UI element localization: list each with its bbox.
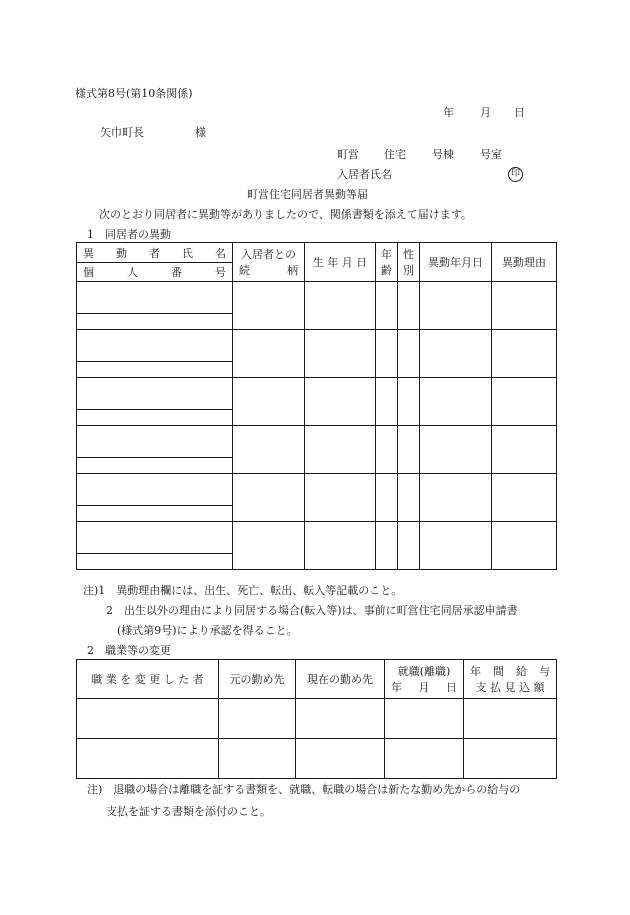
form-title: 町営住宅同居者異動等届 <box>247 188 368 201</box>
date-day: 日 <box>514 106 525 119</box>
cohabitant-name-cell[interactable] <box>77 378 233 410</box>
individual-number-cell[interactable] <box>77 362 233 378</box>
cohabitant-reason-cell[interactable] <box>492 522 557 570</box>
header-age-char: 年 <box>381 248 392 261</box>
cohabitant-date-cell[interactable] <box>420 474 492 522</box>
header-pay-char: 与 <box>539 665 550 678</box>
cohabitant-birth-cell[interactable] <box>305 330 376 378</box>
cohabitant-date-cell[interactable] <box>420 522 492 570</box>
cohabitant-age-cell[interactable] <box>376 282 398 330</box>
individual-number-cell[interactable] <box>77 458 233 474</box>
cohabitant-row <box>77 330 557 362</box>
addressee-suffix: 様 <box>195 126 206 139</box>
header-relation-line1: 入居者との <box>241 248 296 261</box>
header-employment-date-line1: 就職(離職) <box>397 665 451 678</box>
date-month: 月 <box>480 106 491 119</box>
cohabitant-age-cell[interactable] <box>376 426 398 474</box>
header-number-char: 番 <box>171 266 182 279</box>
occupation-employment-date-cell[interactable] <box>385 739 464 779</box>
note2-line1: 注) 退職の場合は離職を証する書類を、就職、転職の場合は新たな勤め先からの給与の <box>87 783 521 796</box>
cohabitant-name-cell[interactable] <box>77 522 233 554</box>
occupation-row <box>77 699 557 739</box>
header-relation-char: 続 <box>239 264 250 277</box>
header-annual-pay <box>464 660 557 699</box>
header-number-char: 号 <box>215 266 226 279</box>
header-relation <box>233 243 305 282</box>
cohabitant-birth-cell[interactable] <box>305 522 376 570</box>
note2-line2: 支払を証する書類を添付のこと。 <box>106 805 271 818</box>
occupation-new-employer-cell[interactable] <box>296 699 385 739</box>
cohabitant-relation-cell[interactable] <box>233 330 305 378</box>
header-new-employer: 現在の勤め先 <box>296 660 385 699</box>
cohabitant-age-cell[interactable] <box>376 378 398 426</box>
cohabitant-name-cell[interactable] <box>77 426 233 458</box>
cohabitant-age-cell[interactable] <box>376 474 398 522</box>
cohabitant-relation-cell[interactable] <box>233 426 305 474</box>
cohabitant-sex-cell[interactable] <box>398 522 420 570</box>
cohabitant-sex-cell[interactable] <box>398 330 420 378</box>
note1-line3: (様式第9号)により承認を得ること。 <box>117 624 298 637</box>
occupation-annual-pay-cell[interactable] <box>464 739 557 779</box>
cohabitant-sex-cell[interactable] <box>398 426 420 474</box>
header-date-char: 月 <box>418 681 430 694</box>
occupation-table <box>76 659 557 779</box>
individual-number-cell[interactable] <box>77 554 233 570</box>
header-birth: 生 年 月 日 <box>305 243 376 282</box>
occupation-new-employer-cell[interactable] <box>296 739 385 779</box>
cohabitant-reason-cell[interactable] <box>492 474 557 522</box>
seal-mark <box>508 167 523 182</box>
cohabitant-date-cell[interactable] <box>420 330 492 378</box>
cohabitant-date-cell[interactable] <box>420 378 492 426</box>
note1-line2: 2 出生以外の理由により同居する場合(転入等)は、事前に町営住宅同居承認申請書 <box>106 604 518 617</box>
occupation-person-cell[interactable] <box>77 699 219 739</box>
header-pay-char: 間 <box>493 665 504 678</box>
cohabitant-table <box>76 242 557 570</box>
header-name-char: 動 <box>116 246 127 260</box>
header-person: 職 業 を 変 更 し た 者 <box>77 660 219 699</box>
cohabitant-reason-cell[interactable] <box>492 282 557 330</box>
header-name-char: 異 <box>83 246 94 260</box>
resident-name-label: 入居者氏名 <box>337 168 392 181</box>
occupation-annual-pay-cell[interactable] <box>464 699 557 739</box>
header-name-char: 者 <box>149 246 160 260</box>
note1-line1: 注)1 異動理由欄には、出生、死亡、転出、転入等記載のこと。 <box>83 584 403 597</box>
header-date-char: 日 <box>446 681 457 694</box>
cohabitant-sex-cell[interactable] <box>398 378 420 426</box>
header-reason: 異動理由 <box>492 243 557 282</box>
cohabitant-age-cell[interactable] <box>376 522 398 570</box>
cohabitant-relation-cell[interactable] <box>233 522 305 570</box>
individual-number-cell[interactable] <box>77 506 233 522</box>
address-part-2: 住宅 <box>384 148 406 161</box>
occupation-old-employer-cell[interactable] <box>219 739 296 779</box>
section1-heading: 1 同居者の異動 <box>87 228 171 241</box>
header-pay-char: 給 <box>516 665 527 678</box>
header-sex-char: 性 <box>403 248 414 261</box>
cohabitant-birth-cell[interactable] <box>305 474 376 522</box>
header-age <box>376 243 398 282</box>
address-part-1: 町営 <box>337 148 359 161</box>
cohabitant-name-cell[interactable] <box>77 330 233 362</box>
section2-heading: 2 職業等の変更 <box>87 644 171 657</box>
cohabitant-date-cell[interactable] <box>420 426 492 474</box>
cohabitant-row <box>77 522 557 554</box>
individual-number-cell[interactable] <box>77 410 233 426</box>
header-number-char: 個 <box>83 266 94 279</box>
header-date-char: 年 <box>391 681 402 694</box>
addressee-name: 矢巾町長 <box>100 126 144 139</box>
cohabitant-age-cell[interactable] <box>376 330 398 378</box>
cohabitant-row <box>77 474 557 506</box>
cohabitant-name-cell[interactable] <box>77 282 233 314</box>
form-id: 様式第8号(第10条関係) <box>75 87 193 100</box>
header-sex <box>398 243 420 282</box>
address-part-3: 号棟 <box>432 148 454 161</box>
cohabitant-reason-cell[interactable] <box>492 330 557 378</box>
header-name <box>77 243 233 263</box>
cohabitant-relation-cell[interactable] <box>233 378 305 426</box>
date-year: 年 <box>443 106 454 119</box>
cohabitant-sex-cell[interactable] <box>398 282 420 330</box>
cohabitant-row <box>77 378 557 410</box>
header-name-char: 名 <box>215 246 226 260</box>
occupation-row <box>77 739 557 779</box>
cohabitant-row <box>77 282 557 314</box>
cohabitant-date-cell[interactable] <box>420 282 492 330</box>
header-employment-date <box>385 660 464 699</box>
occupation-rows <box>77 699 557 779</box>
intro-text: 次のとおり同居者に異動等がありましたので、関係書類を添えて届けます。 <box>99 208 472 221</box>
header-date: 異動年月日 <box>420 243 492 282</box>
cohabitant-relation-cell[interactable] <box>233 474 305 522</box>
cohabitant-reason-cell[interactable] <box>492 426 557 474</box>
occupation-old-employer-cell[interactable] <box>219 699 296 739</box>
header-relation-char: 柄 <box>287 264 298 277</box>
cohabitant-birth-cell[interactable] <box>305 378 376 426</box>
cohabitant-rows <box>77 282 557 570</box>
cohabitant-relation-cell[interactable] <box>233 282 305 330</box>
header-pay-char: 年 <box>470 665 481 678</box>
header-number <box>77 263 233 282</box>
cohabitant-name-cell[interactable] <box>77 474 233 506</box>
cohabitant-birth-cell[interactable] <box>305 282 376 330</box>
cohabitant-sex-cell[interactable] <box>398 474 420 522</box>
cohabitant-reason-cell[interactable] <box>492 378 557 426</box>
cohabitant-row <box>77 426 557 458</box>
occupation-employment-date-cell[interactable] <box>385 699 464 739</box>
occupation-person-cell[interactable] <box>77 739 219 779</box>
header-age-char: 齢 <box>381 264 392 277</box>
header-sex-char: 別 <box>403 264 414 277</box>
individual-number-cell[interactable] <box>77 314 233 330</box>
header-name-char: 氏 <box>182 246 193 260</box>
cohabitant-birth-cell[interactable] <box>305 426 376 474</box>
header-annual-pay-line2: 支 払 見 込 額 <box>475 681 545 694</box>
header-old-employer: 元の勤め先 <box>219 660 296 699</box>
header-number-char: 人 <box>127 266 138 279</box>
seal-text: 印 <box>508 167 523 182</box>
address-part-4: 号室 <box>480 148 502 161</box>
